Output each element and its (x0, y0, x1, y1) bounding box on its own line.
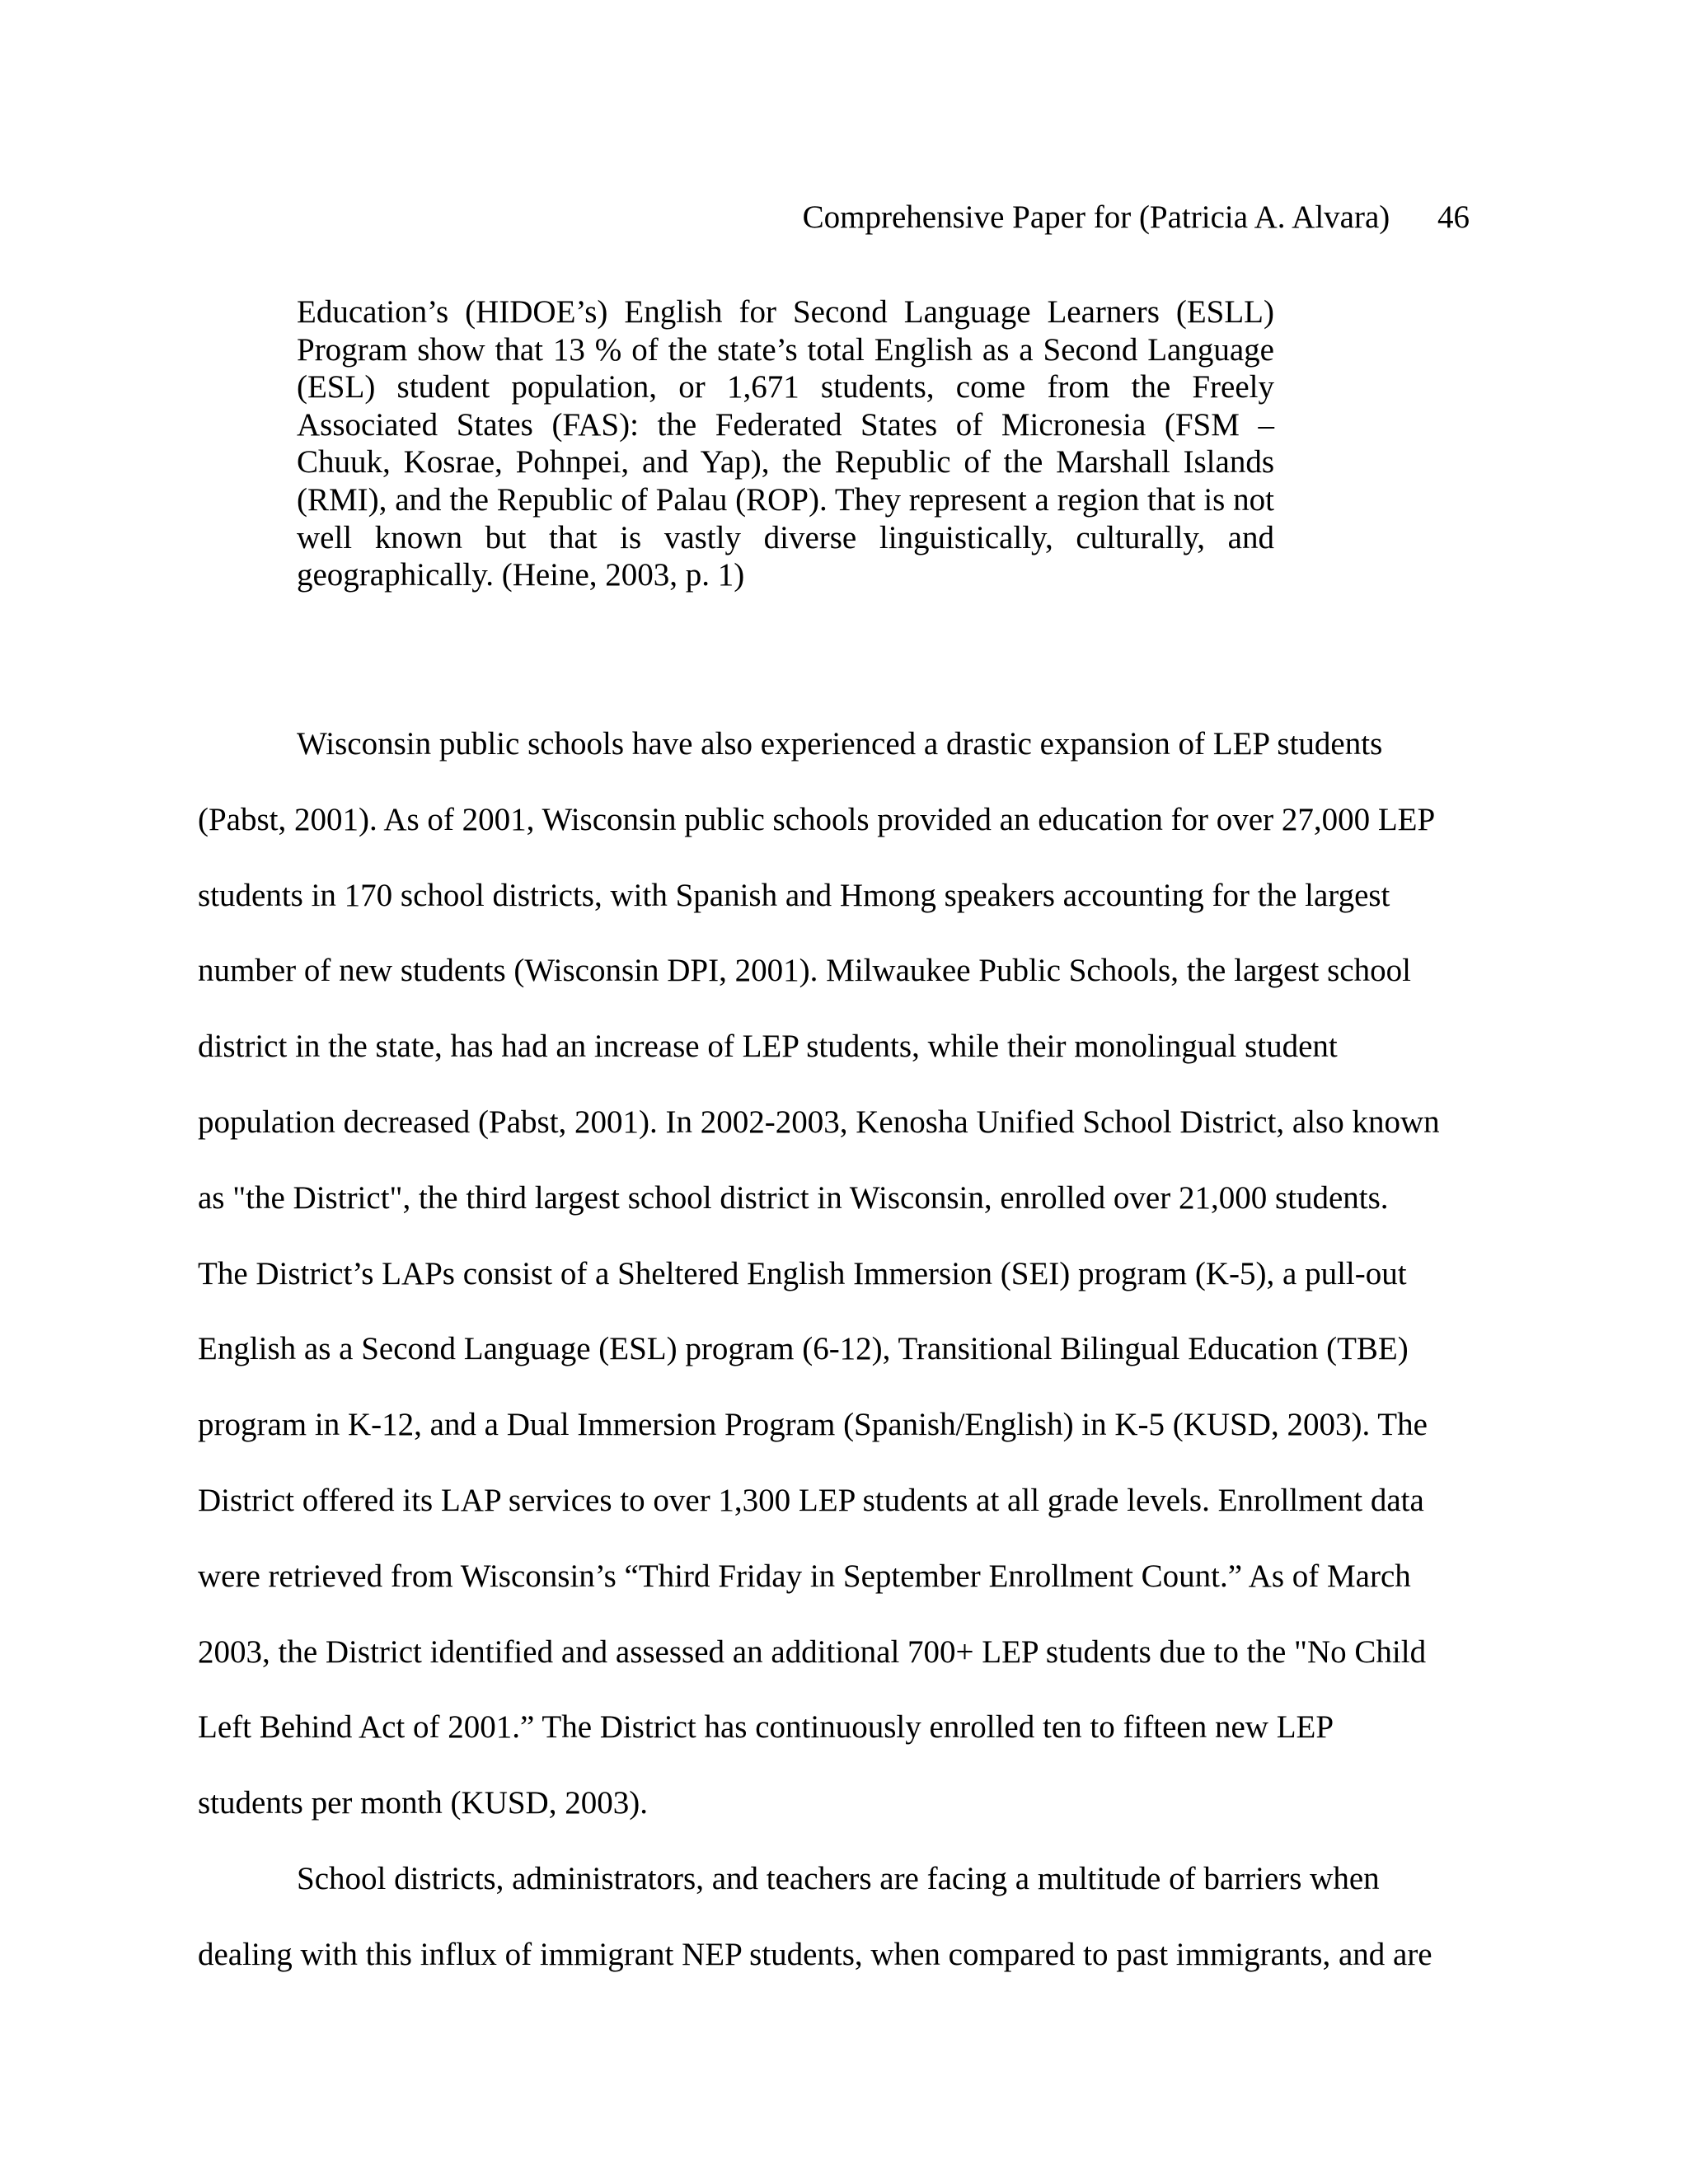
text-line: district in the state, has had an increase of LEP students, while their monolingual student (198, 1029, 1338, 1065)
text-line: students per month (KUSD, 2003). (198, 1785, 648, 1821)
text-line: students in 170 school districts, with Spanish and Hmong speakers accounting for the largest (198, 877, 1390, 913)
text-line: population decreased (Pabst, 2001). In 2002-2003, Kenosha Unified School District, also known (198, 1104, 1440, 1140)
text-line: number of new students (Wisconsin DPI, 2001). Milwaukee Public Schools, the largest school (198, 953, 1411, 989)
body-text (198, 706, 1489, 1993)
text-line: English as a Second Language (ESL) program (6-12), Transitional Bilingual Education (TBE) (198, 1331, 1409, 1367)
paragraph-1 (198, 706, 1489, 1841)
text-line: District offered its LAP services to over 1,300 LEP students at all grade levels. Enrollment data (198, 1482, 1424, 1518)
paragraph-2 (198, 1841, 1489, 1993)
text-line: (Pabst, 2001). As of 2001, Wisconsin public schools provided an education for over 27,000 LEP (198, 801, 1436, 837)
block-quote: Education’s (HIDOE’s) English for Second Language Learners (ESLL) Program show that 13 % of the state’s total English as a Second Language (ESL) student population, or 1,671 students, come from the Freely Associated States (FAS): the Federated States of Micronesia (FSM – Chuuk, Kosrae, Pohnpei, and Yap), the Republic of the Marshall Islands (RMI), and the Republic of Palau (ROP). They represent a region that is not well known but that is vastly diverse linguistically, culturally, and geographically. (Heine, 2003, p. 1) (297, 294, 1274, 593)
text-line: program in K-12, and a Dual Immersion Program (Spanish/English) in K-5 (KUSD, 2003). The (198, 1407, 1428, 1443)
text-line: 2003, the District identified and assessed an additional 700+ LEP students due to the "No Child (198, 1633, 1427, 1670)
text-line: Left Behind Act of 2001.” The District has continuously enrolled ten to fifteen new LEP (198, 1709, 1334, 1746)
running-title: Comprehensive Paper for (Patricia A. Alvara) (802, 199, 1390, 235)
page-number: 46 (1437, 199, 1470, 235)
running-head (803, 198, 1470, 237)
text-line: School districts, administrators, and teachers are facing a multitude of barriers when (297, 1860, 1380, 1896)
text-line: Wisconsin public schools have also experienced a drastic expansion of LEP students (297, 726, 1383, 762)
text-line: were retrieved from Wisconsin’s “Third Friday in September Enrollment Count.” As of March (198, 1558, 1411, 1594)
text-line: The District’s LAPs consist of a Sheltered English Immersion (SEI) program (K-5), a pull-out (198, 1255, 1407, 1291)
text-line: as "the District", the third largest school district in Wisconsin, enrolled over 21,000 students. (198, 1179, 1389, 1216)
text-line: dealing with this influx of immigrant NEP students, when compared to past immigrants, and are (198, 1936, 1432, 1972)
